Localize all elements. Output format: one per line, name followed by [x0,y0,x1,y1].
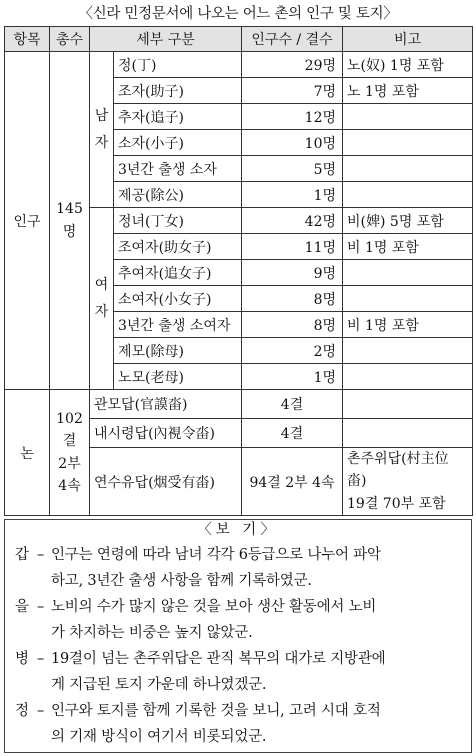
detail-note [343,182,473,208]
bogi-item [15,698,463,750]
land-note [343,390,473,419]
bogi-item-label: 을 [15,599,30,615]
population-total-number: 145 [56,201,83,218]
detail-note: 비 1명 포함 [343,234,473,260]
detail-name: 정(丁) [114,52,242,78]
population-total [50,52,90,390]
header-row [5,27,473,52]
detail-count: 7명 [242,78,343,104]
bogi-item [15,594,463,646]
land-count: 94결 2부 4속 [242,448,343,516]
land-total [50,390,90,516]
land-total-part: 102결 [56,410,83,450]
detail-count: 11명 [242,234,343,260]
detail-name: 노모(老母) [114,364,242,390]
bogi-item-line: 하고, 3년간 출생 사항을 함께 기록하였군. [51,573,312,589]
detail-count: 10명 [242,130,343,156]
category-land: 논 [5,390,50,516]
bogi-items [15,542,463,750]
detail-count: 1명 [242,182,343,208]
land-name: 관모답(官謨畓) [90,390,242,419]
bogi-item-label: 갑 [15,547,30,563]
population-total-unit: 명 [62,223,77,240]
land-name: 연수유답(烟受有畓) [90,448,242,516]
detail-name: 소여자(小女子) [114,286,242,312]
male-label-char: 자 [94,134,109,151]
detail-note: 노(奴) 1명 포함 [343,52,473,78]
land-count: 4결 [242,419,343,448]
bogi-title-text: 보 기 [215,522,261,538]
bogi-item-text [51,542,463,594]
detail-name: 조여자(助女子) [114,234,242,260]
detail-count: 1명 [242,364,343,390]
detail-name: 추여자(追女子) [114,260,242,286]
land-total-part: 4속 [58,477,81,494]
bogi-item-line: 가 차지하는 비중은 높지 않았군. [51,625,253,641]
detail-note [343,286,473,312]
table-row [5,390,473,419]
detail-note: 노 1명 포함 [343,78,473,104]
male-label [90,52,114,208]
bogi-item [15,646,463,698]
detail-name: 3년간 출생 소여자 [114,312,242,338]
land-note-line: 19결 70부 포함 [347,495,446,512]
detail-note [343,156,473,182]
detail-count: 9명 [242,260,343,286]
detail-name: 소자(小子) [114,130,242,156]
detail-note: 비(婢) 5명 포함 [343,208,473,234]
land-total-part: 2부 [58,455,81,472]
detail-name: 추자(追子) [114,104,242,130]
table-title: 〈신라 민정문서에 나오는 어느 촌의 인구 및 토지〉 [78,6,398,22]
detail-count: 29명 [242,52,343,78]
detail-note [343,104,473,130]
header-item: 항목 [5,27,50,52]
detail-note [343,364,473,390]
bogi-item-text [51,646,463,698]
bogi-item-line: 19결이 넘는 촌주위답은 관직 복무의 대가로 지방관에 [51,651,386,667]
header-total: 총수 [50,27,90,52]
header-note: 비고 [343,27,473,52]
female-label-char: 자 [94,303,109,320]
population-land-table [4,26,473,516]
header-detail: 세부 구분 [90,27,242,52]
detail-name: 제모(除母) [114,338,242,364]
bogi-title: 〈보 기〉 [5,518,471,539]
detail-name: 제공(除公) [114,182,242,208]
detail-count: 42명 [242,208,343,234]
female-label [90,208,114,390]
bogi-item-line: 노비의 수가 많지 않은 것을 보아 생산 활동에서 노비 [51,599,377,615]
bogi-item-dash: – [37,651,45,667]
land-count: 4결 [242,390,343,419]
detail-count: 8명 [242,286,343,312]
detail-count: 2명 [242,338,343,364]
detail-name: 정녀(丁女) [114,208,242,234]
bogi-item-text [51,698,463,750]
table-row [5,52,473,78]
bogi-item-line: 게 지급된 토지 가운데 하나였겠군. [51,677,267,693]
detail-count: 5명 [242,156,343,182]
bogi-item-line: 의 기재 방식이 여기서 비롯되었군. [51,729,267,745]
male-label-char: 남 [94,107,109,124]
female-label-char: 여 [94,276,109,293]
bogi-item [15,542,463,594]
header-count: 인구수 / 결수 [242,27,343,52]
bogi-box [4,519,472,753]
land-note-line: 촌주위답(村主位畓) [347,451,449,490]
detail-name: 3년간 출생 소자 [114,156,242,182]
detail-note [343,130,473,156]
land-note [343,419,473,448]
detail-count: 8명 [242,312,343,338]
detail-count: 12명 [242,104,343,130]
land-name: 내시령답(內視令畓) [90,419,242,448]
bogi-item-label: 병 [15,651,30,667]
bogi-item-label: 정 [15,703,30,719]
detail-note [343,338,473,364]
bogi-item-line: 인구는 연령에 따라 남녀 각각 6등급으로 나누어 파악 [51,547,381,563]
bogi-item-line: 인구와 토지를 함께 기록한 것을 보니, 고려 시대 호적 [51,703,381,719]
detail-note [343,260,473,286]
land-note [343,448,473,516]
bogi-item-dash: – [37,703,45,719]
category-population: 인구 [5,52,50,390]
bogi-item-dash: – [37,599,45,615]
detail-note: 비 1명 포함 [343,312,473,338]
detail-name: 조자(助子) [114,78,242,104]
bogi-item-text [51,594,463,646]
bogi-item-dash: – [37,547,45,563]
